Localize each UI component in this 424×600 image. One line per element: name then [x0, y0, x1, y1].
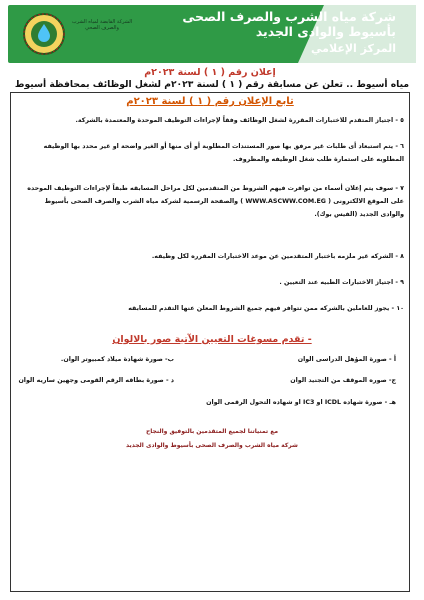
- logo-org-text: الشركة القابضة لمياه الشرب والصرف الصحي: [71, 19, 133, 31]
- list-item: ٦ - يتم استبعاد أى طلبات غير مرفق بها صور المستندات المطلوبة أو أى منها أو الغير واضحة او غير محدد بها الوظيفه المطلوبه على استمارة طلب شغل الوظيفه والمظروف.: [43, 143, 404, 163]
- list-item: ٥ - اجتياز المتقدم للاختبارات المقررة لشغل الوظائف وفقاً لإجراءات التوظيف الموحدة والمعتمدة بالشركة.: [75, 117, 404, 124]
- requirement-a: أ - صورة المؤهل الدراسى الوان: [297, 356, 396, 363]
- closing-wishes: مع تمنياتنا لجميع المتقدمين بالتوفيق والنجاح: [145, 428, 279, 435]
- header-banner: [8, 5, 416, 63]
- requirement-b: ب- صورة شهادة ميلاد كمبيوتر الوان.: [60, 356, 174, 363]
- requirement-e: هـ - صورة شهاده ICDL او IC3 او شهاده التحول الرقمى الوان: [206, 399, 396, 406]
- list-item: ١٠ - يجوز للعاملين بالشركه ممن تتوافر فيهم جميع الشروط المعلن عنها التقدم للمسابقه: [128, 305, 404, 312]
- list-item: ٩ - اجتياز الاختبارات الطبيه عند التعيين .: [279, 279, 404, 286]
- box-heading: تابع الإعلان رقم ( ١ ) لسنة ٢٠٢٣م: [126, 96, 294, 107]
- requirement-c: ج- صوره الموقف من التجنيد الوان: [290, 377, 396, 384]
- header-title-line1: شركة مياه الشرب والصرف الصحى: [182, 9, 396, 24]
- list-item: ٧ - سوف يتم إعلان أسماء من توافرت فيهم الشروط من المتقدمين لكل مراحل المسابقه طبقاً لإجراءات التوظيف الموحده على الموقع الالكترونى ( WWW.ASCWW.COM.EG ) والصفحة الرسمية لشركة مياه الشرب والصرف الصحى بأسيوط والوادى الجديد (الفيس بوك).: [27, 185, 404, 218]
- requirement-d: د - صورة بطاقه الرقم القومى وجهين ساريه الوان: [18, 377, 174, 384]
- header-title-line3: المركز الإعلامي: [311, 42, 396, 55]
- header-title-line2: بأسيوط والوادى الجديد: [255, 24, 396, 39]
- announcement-subline: مياه أسيوط .. تعلن عن مسابقة رقم ( ١ ) لسنة ٢٠٢٣م لشغل الوظائف بمحافظة أسيوط: [14, 79, 410, 90]
- company-logo-icon: [20, 11, 68, 57]
- requirements-title: - تقدم مسوغات التعيين الآتية صور بالالوان: [112, 334, 312, 345]
- announcement-number: إعلان رقم ( ١ ) لسنة ٢٠٢٣م: [144, 67, 276, 78]
- list-item: ٨ - الشركه غير ملزمه باختبار المتقدمين عن موعد الاختبارات المقرره لكل وظيفه.: [151, 253, 404, 260]
- header-title: [146, 9, 396, 56]
- closing-signature: شركة مياه الشرب والصرف الصحى بأسيوط والوادى الجديد: [126, 442, 298, 449]
